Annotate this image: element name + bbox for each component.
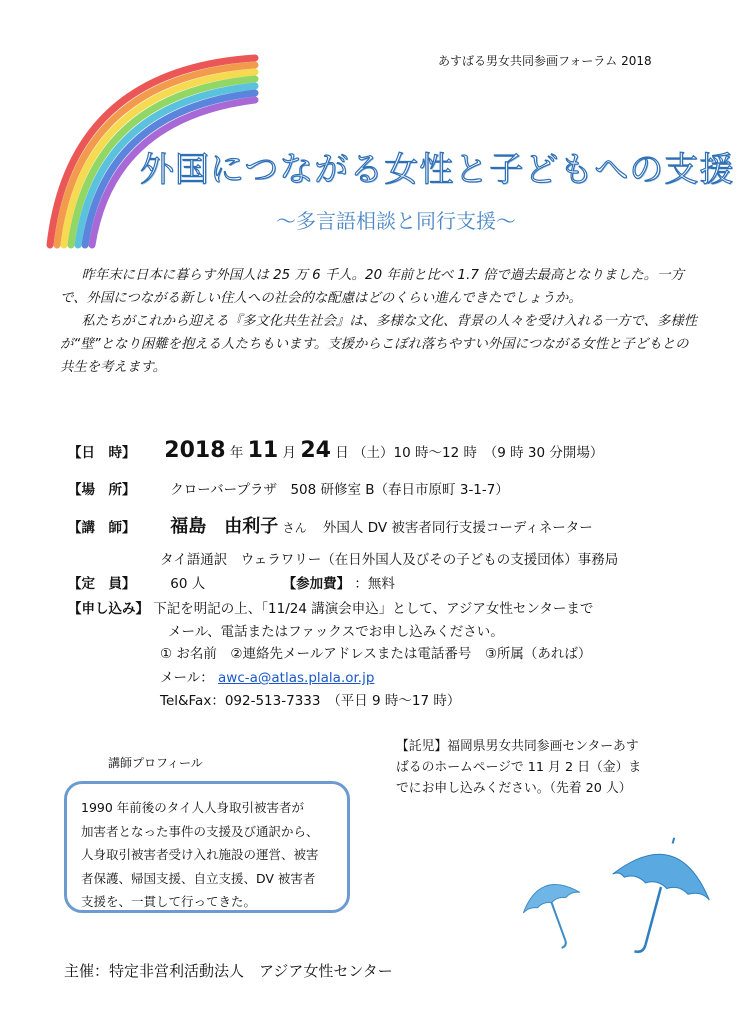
intro-paragraph-1: 昨年末に日本に暮らす外国人は 25 万 6 千人。20 年前と比べ 1.7 倍で過去最高となりました。一方で、外国につながる新しい住人への社会的な配慮はどのくらい進んできたでしょうか。 [60,268,684,306]
date-row [68,438,603,463]
capacity-row [68,572,395,592]
date-month: 11 [247,438,279,463]
profile-line: 人身取引被害者受け入れ施設の運営、被害 [81,847,319,862]
intro-paragraph-2: 私たちがこれから迎える『多文化共生社会』は、多様な文化、背景の人々を受け入れる一方で、多様性が“壁”となり困難を抱える人たちもいます。支援からこぼれ落ちやすい外国につながる女性と子どもとの共生を考えます。 [60,314,698,375]
place-value: クローバープラザ 508 研修室 B（春日市原町 3-1-7） [170,482,509,498]
capacity-label: 【定 員】 [68,576,136,592]
lecturer-detail: タイ語通訳 ウェラワリー（在日外国人及びその子どもの支援団体）事務局 [160,552,619,568]
lecturer-label: 【講 師】 [68,520,136,536]
fee-value: ：無料 [354,576,395,592]
childcare-line: ばるのホームページで 11 月 2 日（金）ま [396,760,642,775]
profile-line: 1990 年前後のタイ人人身取引被害者が [81,800,305,815]
apply-line-3: ① お名前 ②連絡先メールアドレスまたは電話番号 ③所属（あれば） [160,646,592,662]
childcare-line: でにお申し込みください。（先着 20 人） [396,781,632,796]
apply-row [68,597,593,617]
date-day: 24 [300,438,331,463]
page-title: 外国につながる女性と子どもへの支援 [140,150,735,190]
forum-name: あすばる男女共同参画フォーラム 2018 [438,54,652,68]
host-organization: 主催：特定非営利活動法人 アジア女性センター [64,962,393,980]
tel-fax: Tel&Fax：092-513-7333 （平日 9 時～17 時） [160,693,461,709]
profile-line: 加害者となった事件の支援及び通訳から、 [81,823,319,839]
apply-label: 【申し込み】 [68,601,149,617]
lecturer-row [68,512,593,538]
profile-heading: 講師プロフィール [108,756,203,770]
lecturer-honorific: さん [282,521,307,535]
fee-label: 【参加費】 [282,576,351,592]
umbrella-large-icon [606,832,716,962]
date-year: 2018 [164,438,226,463]
mail-link[interactable]: awc-a@atlas.plala.or.jp [218,670,375,686]
umbrella-small-icon [520,872,590,952]
page-subtitle: ～多言語相談と同行支援～ [276,209,516,233]
date-time: （土）10 時～12 時 （9 時 30 分開場） [353,445,604,461]
mail-row [160,666,374,686]
childcare-line: 【託児】福岡県男女共同参画センターあす [396,739,639,754]
place-row [68,478,509,498]
mail-label: メール： [160,670,214,686]
lecturer-name: 福島 由利子 [170,516,279,537]
date-month-unit: 月 [282,445,297,461]
apply-line-1: 下記を明記の上、「11/24 講演会申込」として、アジア女性センターまで [153,601,594,617]
childcare-info [396,736,696,799]
intro-text [60,264,700,379]
profile-box [64,781,350,913]
apply-line-2: メール、電話またはファックスでお申し込みください。 [168,624,504,640]
place-label: 【場 所】 [68,482,136,498]
profile-line: 者保護、帰国支援、自立支援、DV 被害者 [81,870,316,886]
date-year-unit: 年 [229,445,244,461]
date-label: 【日 時】 [68,445,136,461]
profile-line: 支援を、一貫して行ってきた。 [81,894,257,909]
date-day-unit: 日 [335,445,349,461]
lecturer-role: 外国人 DV 被害者同行支援コーディネーター [322,520,593,536]
capacity-value: 60 人 [170,576,206,592]
